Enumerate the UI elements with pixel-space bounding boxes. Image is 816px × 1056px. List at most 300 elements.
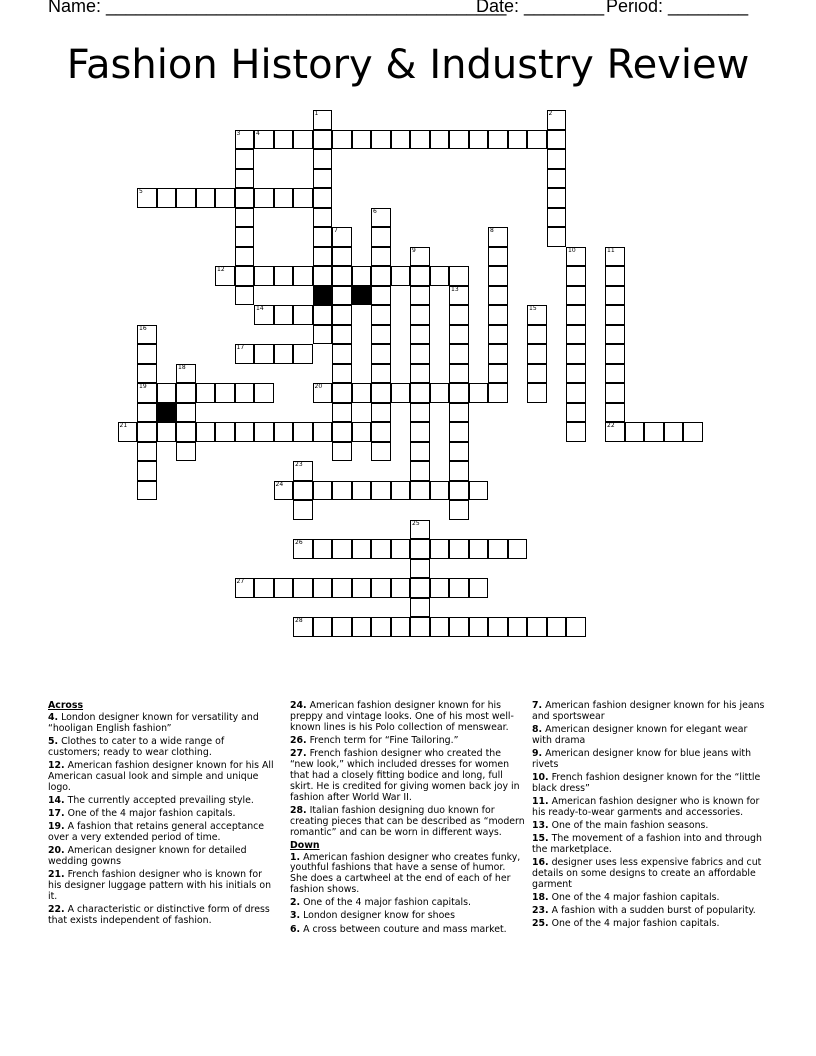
grid-cell[interactable] <box>293 344 313 364</box>
grid-cell[interactable] <box>566 383 586 403</box>
clue-number-label: 18. <box>532 892 549 903</box>
clue-number: 2 <box>548 110 553 117</box>
grid-cell[interactable] <box>332 617 352 637</box>
clue-number: 11 <box>607 246 615 254</box>
clue-item: 20. American designer known for detailed wedding gowns <box>48 845 247 867</box>
grid-cell[interactable] <box>157 383 177 403</box>
grid-cell[interactable] <box>332 539 352 559</box>
clue-item: 22. A characteristic or distinctive form of dress that exists independent of fashion. <box>48 903 270 926</box>
grid-cell[interactable] <box>469 130 489 150</box>
clue-item: 8. American designer known for elegant wear with drama <box>532 724 748 746</box>
grid-cell[interactable] <box>371 364 391 384</box>
grid-cell[interactable] <box>547 208 567 228</box>
clue-item: 14. The currently accepted prevailing style. <box>48 794 254 806</box>
grid-cell[interactable] <box>605 305 625 325</box>
grid-cell[interactable] <box>391 617 411 637</box>
grid-cell[interactable] <box>566 422 586 442</box>
grid-cell[interactable] <box>137 403 157 423</box>
grid-cell[interactable] <box>469 578 489 598</box>
grid-cell[interactable] <box>274 344 294 364</box>
grid-cell[interactable] <box>215 422 235 442</box>
grid-cell[interactable] <box>313 325 333 345</box>
clue-item: 13. One of the main fashion seasons. <box>532 820 709 831</box>
clue-number: 23 <box>295 461 303 468</box>
grid-cell[interactable] <box>410 286 430 306</box>
grid-cell[interactable] <box>508 617 528 637</box>
grid-cell[interactable] <box>469 481 489 501</box>
grid-cell[interactable] <box>430 578 450 598</box>
grid-cell[interactable] <box>371 481 391 501</box>
grid-cell[interactable] <box>332 403 352 423</box>
clue-number-label: 22. <box>48 903 65 915</box>
grid-cell[interactable] <box>137 344 157 364</box>
grid-cell[interactable] <box>391 578 411 598</box>
grid-cell[interactable] <box>410 539 430 559</box>
grid-cell[interactable] <box>235 149 255 169</box>
black-square <box>313 286 333 306</box>
grid-cell[interactable] <box>371 422 391 442</box>
clue-number-label: 11. <box>532 796 549 807</box>
grid-cell[interactable] <box>254 266 274 286</box>
clue-item: 26. French term for “Fine Tailoring.” <box>290 734 459 746</box>
grid-cell[interactable] <box>566 403 586 423</box>
grid-cell[interactable] <box>371 617 391 637</box>
grid-cell[interactable] <box>566 325 586 345</box>
clue-item: 7. American fashion designer known for his jeans and sportswear <box>532 700 765 722</box>
grid-cell[interactable] <box>274 266 294 286</box>
grid-cell[interactable] <box>488 539 508 559</box>
clue-section-heading: Across <box>48 700 84 711</box>
grid-cell[interactable] <box>449 344 469 364</box>
grid-cell[interactable] <box>176 403 196 423</box>
clue-item: 16. designer uses less expensive fabrics and cut details on some designs to create an affordable garment <box>532 857 762 890</box>
grid-cell[interactable] <box>313 208 333 228</box>
grid-cell[interactable] <box>293 130 313 150</box>
grid-cell[interactable] <box>176 442 196 462</box>
grid-cell[interactable] <box>605 344 625 364</box>
grid-cell[interactable] <box>488 325 508 345</box>
grid-cell[interactable] <box>508 130 528 150</box>
grid-cell[interactable] <box>352 383 372 403</box>
clue-number: 21 <box>119 422 128 429</box>
clue-number-label: 9. <box>532 748 543 759</box>
grid-cell[interactable] <box>410 481 430 501</box>
clue-number: 10 <box>568 246 576 254</box>
grid-cell[interactable] <box>527 364 547 384</box>
clue-number-label: 5. <box>48 735 59 747</box>
grid-cell[interactable] <box>566 344 586 364</box>
grid-cell[interactable] <box>371 403 391 423</box>
grid-cell[interactable] <box>371 305 391 325</box>
grid-cell[interactable] <box>235 247 255 267</box>
grid-cell[interactable] <box>313 422 333 442</box>
clue-number: 25 <box>412 519 420 527</box>
clue-item: 12. American fashion designer known for his All American casual look and simple and unique logo. <box>48 759 274 793</box>
clue-number: 24 <box>275 480 284 488</box>
grid-cell[interactable] <box>488 266 508 286</box>
clue-number-label: 2. <box>290 897 301 909</box>
clue-number: 26 <box>295 539 303 546</box>
clue-column-2 <box>290 701 525 938</box>
clue-item: 5. Clothes to cater to a wide range of customers; ready to wear clothing. <box>48 735 225 758</box>
grid-cell[interactable] <box>313 188 333 208</box>
grid-cell[interactable] <box>293 578 313 598</box>
grid-cell[interactable] <box>352 578 372 598</box>
grid-cell[interactable] <box>196 383 216 403</box>
grid-cell[interactable] <box>235 188 255 208</box>
clue-number-label: 8. <box>532 724 543 735</box>
grid-cell[interactable] <box>566 364 586 384</box>
grid-cell[interactable] <box>352 130 372 150</box>
clue-number: 27 <box>236 578 245 585</box>
grid-cell[interactable] <box>235 422 255 442</box>
grid-cell[interactable] <box>371 578 391 598</box>
grid-cell[interactable] <box>449 383 469 403</box>
grid-cell[interactable] <box>332 247 352 267</box>
student-info-header <box>48 0 768 20</box>
grid-cell[interactable] <box>625 422 645 442</box>
grid-cell[interactable] <box>196 422 216 442</box>
grid-cell[interactable] <box>371 442 391 462</box>
grid-cell[interactable] <box>254 578 274 598</box>
clue-number: 22 <box>607 422 615 429</box>
grid-cell[interactable] <box>488 286 508 306</box>
grid-cell[interactable] <box>313 169 333 189</box>
grid-cell[interactable] <box>683 422 703 442</box>
grid-cell[interactable] <box>352 422 372 442</box>
clue-number: 4 <box>256 129 260 137</box>
grid-cell[interactable] <box>235 169 255 189</box>
grid-cell[interactable] <box>274 130 294 150</box>
clue-number-label: 4. <box>48 711 59 723</box>
clue-item: 27. French fashion designer who created the “new look,” which included dresses for women that had a closely fitting bodice and long, full skirt. He is credited for giving women back joy in fashion after World War II. <box>290 748 520 803</box>
clue-number-label: 25. <box>532 918 549 930</box>
clue-number: 20 <box>314 383 323 390</box>
grid-cell[interactable] <box>527 325 547 345</box>
clue-number: 17 <box>236 344 245 351</box>
grid-cell[interactable] <box>371 325 391 345</box>
grid-cell[interactable] <box>566 286 586 306</box>
clue-number-label: 27. <box>290 748 307 759</box>
grid-cell[interactable] <box>371 286 391 306</box>
grid-cell[interactable] <box>352 266 372 286</box>
clue-number: 19 <box>139 383 147 390</box>
grid-cell[interactable] <box>449 461 469 481</box>
clue-number: 5 <box>139 188 143 195</box>
grid-cell[interactable] <box>449 422 469 442</box>
grid-cell[interactable] <box>332 325 352 345</box>
grid-cell[interactable] <box>469 617 489 637</box>
clue-number: 7 <box>334 227 338 234</box>
grid-cell[interactable] <box>313 149 333 169</box>
grid-cell[interactable] <box>391 266 411 286</box>
grid-cell[interactable] <box>157 422 177 442</box>
grid-cell[interactable] <box>449 617 469 637</box>
grid-cell[interactable] <box>410 442 430 462</box>
clue-item: 15. The movement of a fashion into and through the marketplace. <box>532 833 762 855</box>
grid-cell[interactable] <box>332 481 352 501</box>
grid-cell[interactable] <box>410 344 430 364</box>
grid-cell[interactable] <box>547 130 567 150</box>
grid-cell[interactable] <box>410 325 430 345</box>
grid-cell[interactable] <box>254 422 274 442</box>
clue-item: 2. One of the 4 major fashion capitals. <box>290 897 471 909</box>
grid-cell[interactable] <box>410 559 430 579</box>
clue-number-label: 3. <box>290 910 301 922</box>
grid-cell[interactable] <box>488 364 508 384</box>
grid-cell[interactable] <box>313 266 333 286</box>
grid-cell[interactable] <box>488 383 508 403</box>
grid-cell[interactable] <box>469 539 489 559</box>
grid-cell[interactable] <box>449 130 469 150</box>
grid-cell[interactable] <box>176 422 196 442</box>
grid-cell[interactable] <box>547 227 567 247</box>
grid-cell[interactable] <box>391 481 411 501</box>
grid-cell[interactable] <box>527 617 547 637</box>
grid-cell[interactable] <box>410 130 430 150</box>
grid-cell[interactable] <box>430 481 450 501</box>
grid-cell[interactable] <box>488 305 508 325</box>
grid-cell[interactable] <box>313 247 333 267</box>
grid-cell[interactable] <box>332 383 352 403</box>
grid-cell[interactable] <box>508 539 528 559</box>
clue-number-label: 23. <box>532 905 549 917</box>
black-square <box>157 403 177 423</box>
clue-number: 18 <box>178 363 186 371</box>
clue-number-label: 19. <box>48 821 65 832</box>
clue-item: 24. American fashion designer known for his preppy and vintage looks. One of his most well-known lines is his Polo collection of menswear. <box>290 700 514 733</box>
clue-column-1 <box>48 701 278 929</box>
grid-cell[interactable] <box>215 383 235 403</box>
grid-cell[interactable] <box>410 578 430 598</box>
clue-number-label: 6. <box>290 923 301 935</box>
clue-number-label: 1. <box>290 851 301 863</box>
clue-number-label: 21. <box>48 869 65 880</box>
grid-cell[interactable] <box>293 481 313 501</box>
grid-cell[interactable] <box>449 305 469 325</box>
grid-cell[interactable] <box>410 305 430 325</box>
clue-number: 15 <box>529 305 537 312</box>
grid-cell[interactable] <box>371 130 391 150</box>
grid-cell[interactable] <box>410 403 430 423</box>
grid-cell[interactable] <box>410 266 430 286</box>
grid-cell[interactable] <box>566 617 586 637</box>
clue-number-label: 13. <box>532 820 549 831</box>
grid-cell[interactable] <box>391 383 411 403</box>
clue-number-label: 28. <box>290 804 307 816</box>
grid-cell[interactable] <box>488 247 508 267</box>
grid-cell[interactable] <box>527 383 547 403</box>
grid-cell[interactable] <box>488 344 508 364</box>
grid-cell[interactable] <box>605 286 625 306</box>
grid-cell[interactable] <box>332 442 352 462</box>
grid-cell[interactable] <box>371 344 391 364</box>
grid-cell[interactable] <box>449 481 469 501</box>
grid-cell[interactable] <box>469 383 489 403</box>
grid-cell[interactable] <box>410 617 430 637</box>
grid-cell[interactable] <box>332 305 352 325</box>
clue-number-label: 20. <box>48 845 65 856</box>
grid-cell[interactable] <box>293 188 313 208</box>
grid-cell[interactable] <box>137 481 157 501</box>
grid-cell[interactable] <box>274 422 294 442</box>
grid-cell[interactable] <box>605 383 625 403</box>
clue-number-label: 14. <box>48 794 65 806</box>
grid-cell[interactable] <box>391 130 411 150</box>
grid-cell[interactable] <box>293 422 313 442</box>
grid-cell[interactable] <box>605 266 625 286</box>
grid-cell[interactable] <box>449 500 469 520</box>
grid-cell[interactable] <box>547 188 567 208</box>
grid-cell[interactable] <box>352 481 372 501</box>
grid-cell[interactable] <box>566 305 586 325</box>
grid-cell[interactable] <box>235 383 255 403</box>
clue-number: 3 <box>236 129 241 137</box>
clue-number: 12 <box>217 266 225 273</box>
grid-cell[interactable] <box>196 188 216 208</box>
grid-cell[interactable] <box>430 266 450 286</box>
grid-cell[interactable] <box>293 266 313 286</box>
clue-number: 16 <box>139 324 147 332</box>
grid-cell[interactable] <box>332 344 352 364</box>
grid-cell[interactable] <box>313 617 333 637</box>
grid-cell[interactable] <box>527 130 547 150</box>
black-square <box>352 286 372 306</box>
grid-cell[interactable] <box>235 208 255 228</box>
name-field[interactable]: Name: ________________________________________ <box>48 0 507 16</box>
grid-cell[interactable] <box>371 383 391 403</box>
grid-cell[interactable] <box>430 130 450 150</box>
grid-cell[interactable] <box>352 539 372 559</box>
grid-cell[interactable] <box>137 461 157 481</box>
grid-cell[interactable] <box>235 286 255 306</box>
grid-cell[interactable] <box>605 325 625 345</box>
grid-cell[interactable] <box>410 461 430 481</box>
grid-cell[interactable] <box>488 130 508 150</box>
grid-cell[interactable] <box>332 422 352 442</box>
grid-cell[interactable] <box>547 617 567 637</box>
grid-cell[interactable] <box>527 344 547 364</box>
clue-item: 25. One of the 4 major fashion capitals. <box>532 918 720 930</box>
grid-cell[interactable] <box>332 266 352 286</box>
grid-cell[interactable] <box>547 169 567 189</box>
clue-number: 6 <box>373 207 377 215</box>
clue-number-label: 10. <box>532 772 549 783</box>
clue-section-heading: Down <box>290 839 320 851</box>
clue-item: 18. One of the 4 major fashion capitals. <box>532 892 720 903</box>
grid-cell[interactable] <box>605 403 625 423</box>
clue-number-label: 16. <box>532 857 549 869</box>
grid-cell[interactable] <box>410 364 430 384</box>
grid-cell[interactable] <box>664 422 684 442</box>
grid-cell[interactable] <box>313 305 333 325</box>
grid-cell[interactable] <box>391 539 411 559</box>
grid-cell[interactable] <box>176 188 196 208</box>
clue-number-label: 7. <box>532 700 543 711</box>
date-field[interactable]: Date: ________ <box>476 0 605 16</box>
clue-item: 6. A cross between couture and mass market. <box>290 923 507 935</box>
grid-cell[interactable] <box>449 578 469 598</box>
clue-number: 28 <box>295 617 303 624</box>
grid-cell[interactable] <box>313 578 333 598</box>
grid-cell[interactable] <box>215 188 235 208</box>
grid-cell[interactable] <box>254 344 274 364</box>
grid-cell[interactable] <box>449 442 469 462</box>
grid-cell[interactable] <box>235 266 255 286</box>
clue-number: 9 <box>412 246 416 254</box>
clue-item: 28. Italian fashion designing duo known for creating pieces that can be described as “modern romantic” and can be worn in different ways. <box>290 804 525 838</box>
period-field[interactable]: Period: ________ <box>606 0 749 16</box>
grid-cell[interactable] <box>449 325 469 345</box>
grid-cell[interactable] <box>410 422 430 442</box>
grid-cell[interactable] <box>293 305 313 325</box>
grid-cell[interactable] <box>449 539 469 559</box>
grid-cell[interactable] <box>274 305 294 325</box>
grid-cell[interactable] <box>566 266 586 286</box>
grid-cell[interactable] <box>352 617 372 637</box>
grid-cell[interactable] <box>371 539 391 559</box>
clue-item: 17. One of the 4 major fashion capitals. <box>48 807 236 819</box>
clue-item: 1. American fashion designer who creates funky, youthful fashions that have a sense of humor. She does a cartwheel at the end of each of her fashion shows. <box>290 851 521 896</box>
clue-item: 9. American designer know for blue jeans with rivets <box>532 748 752 770</box>
grid-cell[interactable] <box>449 364 469 384</box>
grid-cell[interactable] <box>410 383 430 403</box>
clue-number-label: 17. <box>48 807 65 819</box>
grid-cell[interactable] <box>235 227 255 247</box>
grid-cell[interactable] <box>488 617 508 637</box>
grid-cell[interactable] <box>430 617 450 637</box>
grid-cell[interactable] <box>332 364 352 384</box>
grid-cell[interactable] <box>254 383 274 403</box>
grid-cell[interactable] <box>644 422 664 442</box>
grid-cell[interactable] <box>137 364 157 384</box>
clue-item: 10. French fashion designer known for the “little black dress” <box>532 772 761 794</box>
grid-cell[interactable] <box>332 130 352 150</box>
grid-cell[interactable] <box>430 539 450 559</box>
grid-cell[interactable] <box>313 227 333 247</box>
grid-cell[interactable] <box>605 364 625 384</box>
grid-cell[interactable] <box>332 286 352 306</box>
clue-number-label: 15. <box>532 833 549 845</box>
clue-number: 13 <box>451 285 459 293</box>
grid-cell[interactable] <box>274 578 294 598</box>
grid-cell[interactable] <box>313 130 333 150</box>
clue-item: 23. A fashion with a sudden burst of popularity. <box>532 905 756 917</box>
grid-cell[interactable] <box>313 481 333 501</box>
clue-item: 11. American fashion designer who is known for his ready-to-wear garments and accessories. <box>532 796 760 818</box>
grid-cell[interactable] <box>332 578 352 598</box>
clue-item: 21. French fashion designer who is known for his designer luggage pattern with his initials on it. <box>48 869 272 902</box>
grid-cell[interactable] <box>371 266 391 286</box>
grid-cell[interactable] <box>137 442 157 462</box>
grid-cell[interactable] <box>410 598 430 618</box>
grid-cell[interactable] <box>449 266 469 286</box>
grid-cell[interactable] <box>371 247 391 267</box>
grid-cell[interactable] <box>430 383 450 403</box>
grid-cell[interactable] <box>547 149 567 169</box>
grid-cell[interactable] <box>137 422 157 442</box>
grid-cell[interactable] <box>449 403 469 423</box>
clue-number-label: 12. <box>48 759 65 771</box>
grid-cell[interactable] <box>254 188 274 208</box>
grid-cell[interactable] <box>274 188 294 208</box>
grid-cell[interactable] <box>176 383 196 403</box>
grid-cell[interactable] <box>313 539 333 559</box>
grid-cell[interactable] <box>371 227 391 247</box>
grid-cell[interactable] <box>157 188 177 208</box>
grid-cell[interactable] <box>293 500 313 520</box>
clue-number-label: 24. <box>290 700 307 711</box>
